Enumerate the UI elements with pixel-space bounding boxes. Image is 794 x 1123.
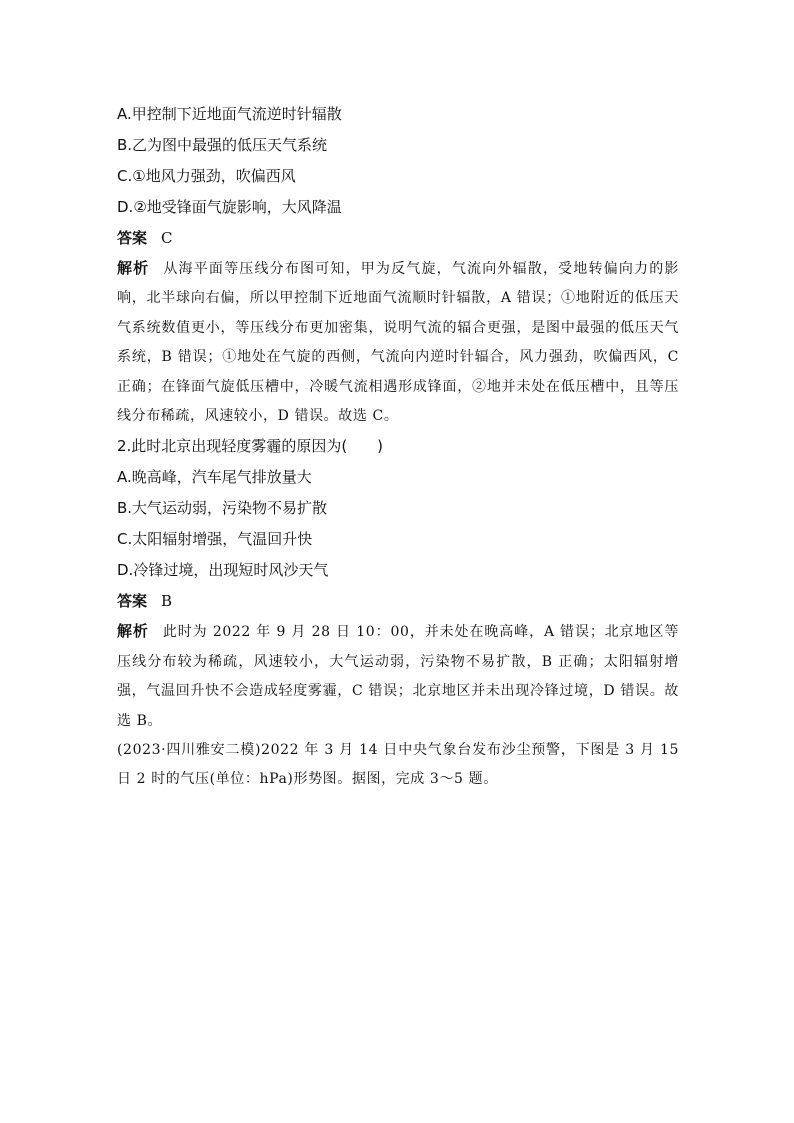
- q2-option-a: A.晚高峰，汽车尾气排放量大: [117, 468, 312, 487]
- q1-analysis-tag: 解析: [117, 259, 150, 277]
- document-page: [117, 99, 679, 795]
- q2-option-d: D.冷锋过境，出现短时风沙天气: [117, 561, 329, 580]
- q2-option-b: B.大气运动弱，污染物不易扩散: [117, 499, 328, 518]
- q1-analysis-text: 从海平面等压线分布图可知，甲为反气旋，气流向外辐散，受地转偏向力的影响，北半球向右偏，所以甲控制下近地面气流顺时针辐散，A 错误；①地附近的低压天气系统数值更小，等压线分布更加密集，说明气流的辐合更强，是图中最强的低压天气系统，B 错误；①地处在气旋的西侧，气流向内逆时针辐合，风力强劲，吹偏西风，C 正确；在锋面气旋低压槽中，冷暖气流相遇形成锋面，②地并未处在低压槽中，且等压线分布稀疏，风速较小，D 错误。故选 C。: [117, 261, 679, 425]
- q2-stem: 2.此时北京出现轻度雾霾的原因为( ): [117, 437, 384, 456]
- q2-analysis: [117, 617, 679, 736]
- q2-analysis-text: 此时为 2022 年 9 月 28 日 10：00，并未处在晚高峰，A 错误；北京地区等压线分布较为稀疏，风速较小，大气运动弱，污染物不易扩散，B 正确；太阳辐射增强，气温回升快不会造成轻度雾霾，C 错误；北京地区并未出现冷锋过境，D 错误。故选 B。: [117, 624, 679, 729]
- q1-analysis: [117, 254, 679, 431]
- q2-answer-row: [117, 586, 679, 617]
- q2-answer-tag: 答案: [117, 592, 148, 611]
- q2-answer-value: B: [161, 592, 173, 611]
- q1-option-c: C.①地风力强劲，吹偏西风: [117, 167, 296, 185]
- q1-option-a: A.甲控制下近地面气流逆时针辐散: [117, 105, 342, 123]
- q1-option-d: D.②地受锋面气旋影响，大风降温: [117, 198, 342, 216]
- section-intro: (2023·四川雅安二模)2022 年 3 月 14 日中央气象台发布沙尘预警，下图是 3 月 15 日 2 时的气压(单位：hPa)形势图。据图，完成 3～5 题。: [117, 742, 679, 788]
- q1-option-b: B.乙为图中最强的低压天气系统: [117, 136, 328, 154]
- q1-answer-row: [117, 223, 679, 254]
- q2-analysis-tag: 解析: [117, 622, 149, 641]
- q2-option-c: C.太阳辐射增强，气温回升快: [117, 530, 313, 549]
- q1-answer-value: C: [161, 229, 173, 247]
- q1-answer-tag: 答案: [117, 229, 148, 247]
